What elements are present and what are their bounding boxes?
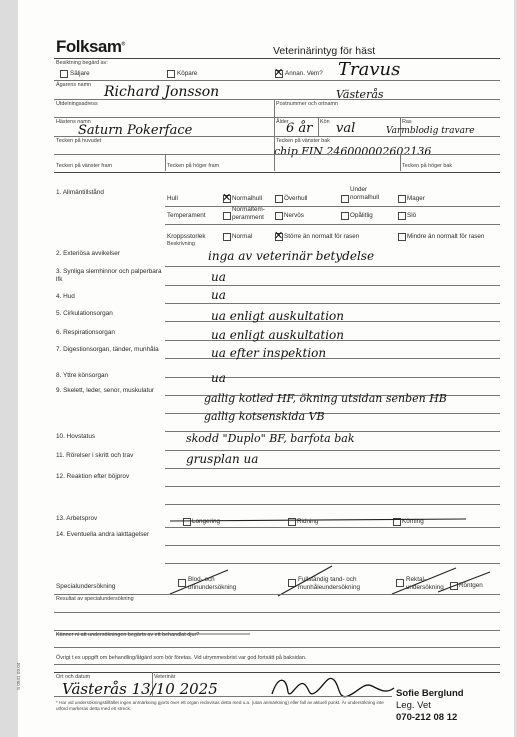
prior-treatment-label: Känner ni att undersökningen begärts av ett behandlat djur? bbox=[56, 632, 200, 638]
finding-value-8[interactable]: ua bbox=[211, 371, 226, 385]
special-exam-label: Specialundersökning bbox=[56, 583, 116, 590]
age-value[interactable]: 6 år bbox=[286, 121, 313, 136]
divider bbox=[274, 117, 275, 136]
vet-signature-label: Veterinär bbox=[154, 674, 176, 680]
divider bbox=[165, 154, 166, 171]
head-mark-label: Tecken på huvudet bbox=[56, 138, 102, 144]
finding-value-7[interactable]: ua efter inspektion bbox=[211, 346, 327, 360]
rule bbox=[54, 664, 500, 665]
finding-value-5[interactable]: ua enligt auskultation bbox=[211, 309, 344, 323]
age-label: Ålder bbox=[276, 119, 289, 125]
finding-label-3: 3. Synliga slemhinnor och palperbara lfk bbox=[56, 268, 162, 283]
left-back-label: Tecken på vänster bak bbox=[276, 138, 330, 144]
rule bbox=[54, 647, 500, 648]
work-test-label: 13. Arbetsprov bbox=[56, 515, 98, 522]
sluggish-label: Slö bbox=[407, 212, 417, 219]
normalhull-label: Normalhull bbox=[232, 195, 263, 202]
finding-value-4[interactable]: ua bbox=[211, 288, 226, 302]
postal-label: Postnummer och ortnamn bbox=[276, 101, 339, 107]
left-back-value[interactable]: chip FIN 246000002602136 bbox=[274, 145, 432, 158]
finding-label-11: 11. Rörelser i skritt och trav bbox=[56, 452, 134, 459]
other-option-label: Annan. Vem? bbox=[285, 70, 323, 77]
vet-address-label: Utdelningsadress bbox=[56, 101, 98, 107]
place-date-value[interactable]: Västerås 13/10 2025 bbox=[62, 680, 218, 698]
prior-treatment-strike-line bbox=[54, 631, 254, 637]
buyer-option-label: Köpare bbox=[177, 70, 198, 77]
other-check-mark: ✕ bbox=[274, 66, 284, 79]
finding-label-4: 4. Hud bbox=[56, 293, 75, 300]
stamp-name: Sofie Berglund bbox=[396, 688, 464, 699]
rule bbox=[165, 468, 500, 469]
overhull-checkbox[interactable] bbox=[275, 195, 283, 203]
owner-name-value[interactable]: Richard Jonsson bbox=[104, 84, 220, 100]
postal-value[interactable]: Västerås bbox=[336, 88, 384, 101]
ridning-label: Ridning bbox=[297, 518, 319, 525]
header-rule bbox=[54, 58, 500, 59]
blood-urine-label: Blod- och urinundersökning bbox=[188, 576, 237, 591]
finding-label-6: 6. Respirationsorgan bbox=[56, 329, 115, 336]
form-title: Veterinärintyg för häst bbox=[273, 45, 376, 57]
work-test-strike-line bbox=[168, 514, 468, 526]
finding-value-10[interactable]: skodd "Duplo" BF, barfota bak bbox=[186, 432, 355, 445]
mager-checkbox[interactable] bbox=[398, 195, 406, 203]
breed-label: Ras bbox=[402, 119, 412, 125]
unreliable-checkbox[interactable] bbox=[341, 212, 349, 220]
finding-label-7: 7. Digestionsorgan, tänder, munhåla bbox=[56, 346, 159, 353]
body-size-row-label: Kroppsstorlek bbox=[167, 233, 206, 240]
normaltemperament-label: Normaltem-peramment bbox=[232, 206, 265, 221]
footnote: * Har vid undersökningstillfället ingen anmärkning gjorts över ett organ redovisas detta med u.a. (utan anmärkning) eller fall av aktuell punkt. Är undersökning inte utförd markeras detta med ett streck. bbox=[56, 700, 384, 712]
other-care-label: Övrigt t ex uppgift om behandling/åtgärd som bör företas. Vid utrymmesbrist var god fortsätt på baksidan. bbox=[56, 655, 307, 661]
owner-name-label: Ägarens namn bbox=[56, 82, 92, 88]
unreliable-label: Opålitlig bbox=[350, 212, 373, 219]
rule bbox=[54, 696, 392, 697]
right-front-label: Tecken på höger fram bbox=[167, 163, 220, 169]
rule bbox=[165, 527, 500, 528]
overhull-label: Överhull bbox=[284, 195, 308, 202]
rule bbox=[165, 285, 500, 286]
rule bbox=[54, 154, 500, 155]
finding-label-8: 8. Yttre könsorgan bbox=[56, 372, 109, 379]
finding-label-10: 10. Hovstatus bbox=[56, 433, 96, 440]
rule bbox=[54, 172, 500, 173]
rule bbox=[54, 117, 500, 118]
finding-value-6[interactable]: ua enligt auskultation bbox=[211, 328, 344, 342]
rule bbox=[54, 136, 500, 137]
smaller-size-label: Mindre än normalt för rasen bbox=[407, 233, 485, 240]
under-normalhull-checkbox[interactable] bbox=[341, 195, 349, 203]
xray-label: Röntgen bbox=[459, 582, 483, 589]
hull-row-label: Hull bbox=[167, 195, 178, 202]
under-normalhull-label: Under normalhull bbox=[350, 186, 380, 201]
rule bbox=[165, 224, 500, 225]
divider bbox=[274, 99, 275, 117]
temperament-row-label: Temperament bbox=[167, 212, 206, 219]
korning-label: Körning bbox=[402, 518, 424, 525]
nervous-checkbox[interactable] bbox=[275, 212, 283, 220]
seller-option-label: Säljare bbox=[70, 70, 90, 77]
rule bbox=[165, 450, 500, 451]
rule bbox=[54, 594, 500, 595]
finding-value-9-cont[interactable]: gallig kotsenskida VB bbox=[204, 410, 325, 423]
divider bbox=[274, 154, 275, 171]
sex-label: Kön bbox=[320, 119, 330, 125]
remarks-label: 14. Eventuella andra iakttagelser bbox=[56, 531, 150, 538]
rule bbox=[54, 80, 500, 81]
general-section-label: 1. Allmäntillstånd bbox=[56, 189, 104, 196]
certificate-sheet bbox=[18, 0, 514, 737]
finding-label-5: 5. Cirkulationsorgan bbox=[56, 310, 113, 317]
buyer-checkbox[interactable] bbox=[167, 70, 175, 78]
horse-name-label: Hästens namn bbox=[56, 119, 91, 125]
dental-label: Fullständig tand- och munhåleundersökning bbox=[298, 576, 360, 591]
larger-size-label: Större än normalt för rasen bbox=[284, 233, 360, 240]
finding-value-3[interactable]: ua bbox=[211, 270, 226, 284]
larger-size-check-mark: ✕ bbox=[274, 229, 284, 242]
finding-value-9[interactable]: gallig kotled HF, ökning utsidan senben HB bbox=[204, 392, 447, 405]
horse-name-value[interactable]: Saturn Pokerface bbox=[78, 123, 193, 138]
left-front-label: Tecken på vänster fram bbox=[56, 163, 113, 169]
normal-size-label: Normal bbox=[232, 233, 253, 240]
seller-checkbox[interactable] bbox=[60, 70, 68, 78]
finding-value-11[interactable]: grusplan ua bbox=[186, 452, 259, 466]
other-value[interactable]: Travus bbox=[338, 59, 401, 80]
brand-logo: Folksam® bbox=[56, 37, 125, 56]
mager-label: Mager bbox=[407, 195, 425, 202]
rule bbox=[165, 266, 500, 267]
nervous-label: Nervös bbox=[284, 212, 304, 219]
finding-label-2: 2. Exteriösa avvikelser bbox=[56, 250, 120, 257]
smaller-size-checkbox[interactable] bbox=[398, 233, 406, 241]
form-code: S 0541 03.04 bbox=[16, 662, 21, 690]
longering-label: Longering bbox=[192, 518, 221, 525]
sluggish-checkbox[interactable] bbox=[398, 212, 406, 220]
finding-value-2[interactable]: inga av veterinär betydelse bbox=[208, 249, 375, 263]
rule bbox=[165, 303, 500, 304]
rule bbox=[54, 99, 500, 100]
rule bbox=[165, 486, 500, 487]
rectal-label: Rektal-undersökning bbox=[406, 576, 444, 591]
rule bbox=[165, 545, 500, 546]
description-label: Beskrivning bbox=[167, 241, 195, 247]
stamp-phone: 070-212 08 12 bbox=[396, 712, 458, 723]
rule bbox=[54, 612, 500, 613]
request-label: Besiktning begärd av: bbox=[56, 60, 108, 66]
normal-size-checkbox[interactable] bbox=[223, 233, 231, 241]
breed-value[interactable]: Varmblodig travare bbox=[386, 126, 475, 136]
divider bbox=[400, 154, 401, 171]
normalhull-check-mark: ✕ bbox=[222, 191, 232, 204]
place-date-label: Ort och datum bbox=[56, 674, 91, 680]
divider bbox=[318, 117, 319, 136]
finding-label-9: 9. Skelett, leder, senor, muskulatur bbox=[56, 387, 155, 394]
normaltemperament-checkbox[interactable] bbox=[223, 212, 231, 220]
special-result-label: Resultat av specialundersökning bbox=[56, 596, 134, 602]
rule bbox=[165, 206, 500, 207]
sex-value[interactable]: val bbox=[336, 121, 356, 136]
right-back-label: Tecken på höger bak bbox=[402, 163, 453, 169]
finding-label-12: 12. Reaktion efter böjprov bbox=[56, 473, 130, 480]
stamp-title: Leg. Vet bbox=[396, 700, 431, 711]
rule bbox=[165, 504, 500, 505]
